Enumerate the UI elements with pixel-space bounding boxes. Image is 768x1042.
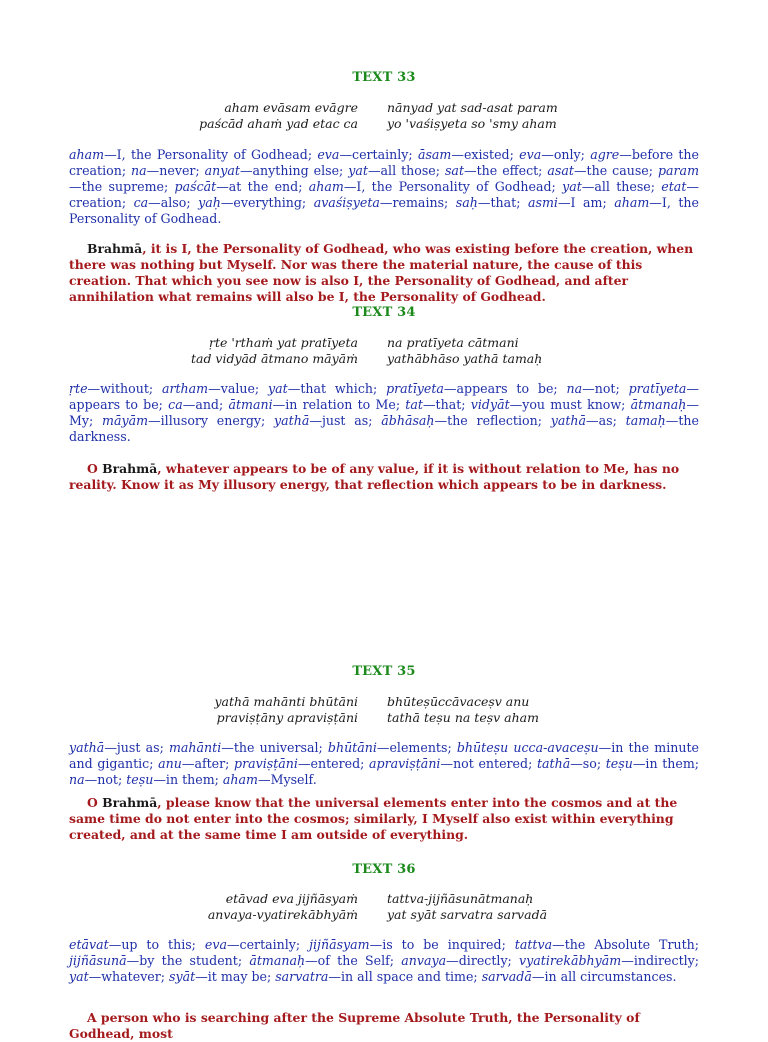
- verse-line: etāvad eva jijñāsyaṁ: [225, 891, 358, 906]
- synonym-word: jijñāsunā: [69, 953, 127, 968]
- synonym-meaning: —by the student;: [126, 953, 250, 968]
- synonym-word: param: [657, 163, 700, 178]
- text-35-translation: [69, 795, 699, 843]
- synonym-meaning: —I, the Personality of Godhead.: [69, 195, 700, 226]
- synonym-meaning: —after;: [181, 756, 235, 771]
- synonym-meaning: —and;: [182, 397, 229, 412]
- synonym-word: syāt: [169, 969, 196, 984]
- synonym-meaning: —elements;: [376, 740, 457, 755]
- synonym-meaning: —it may be;: [195, 969, 276, 984]
- synonym-meaning: —creation;: [69, 179, 699, 210]
- synonym-word: sat: [444, 163, 465, 178]
- synonym-word: aham: [69, 147, 105, 162]
- synonym-meaning: —in them;: [153, 772, 223, 787]
- synonym-word: vyatirekābhyām: [519, 953, 622, 968]
- text-33-translation: [69, 241, 699, 305]
- synonym-meaning: —in all circumstances.: [531, 969, 677, 984]
- synonym-meaning: —appears to be;: [69, 381, 699, 412]
- synonym-word: eva: [204, 937, 227, 952]
- synonym-meaning: —the darkness.: [69, 413, 699, 444]
- synonym-word: māyām: [102, 413, 149, 428]
- synonym-meaning: —not;: [84, 772, 127, 787]
- synonym-meaning: —never;: [146, 163, 205, 178]
- synonym-meaning: —anything else;: [239, 163, 349, 178]
- synonym-word: bhūteṣu ucca-avaceṣu: [456, 740, 599, 755]
- synonym-word: sarvatra: [275, 969, 329, 984]
- synonym-meaning: —certainly;: [226, 937, 310, 952]
- synonym-word: asmi: [527, 195, 558, 210]
- synonym-word: tattva: [514, 937, 553, 952]
- synonym-meaning: —all those;: [367, 163, 445, 178]
- synonym-meaning: —in the minute and gigantic;: [69, 740, 699, 771]
- text-36-translation: A person who is searching after the Supreme Absolute Truth, the Personality of Godhead, most: [69, 1010, 640, 1041]
- verse-line: bhūteṣūccāvaceṣv anu: [387, 694, 530, 709]
- synonym-meaning: —My;: [69, 397, 699, 428]
- synonym-word: yat: [348, 163, 368, 178]
- synonym-meaning: —appears to be;: [443, 381, 567, 396]
- synonym-meaning: —remains;: [379, 195, 456, 210]
- synonym-word: yathā: [69, 740, 105, 755]
- synonym-word: asat: [547, 163, 574, 178]
- text-34-heading: TEXT 34: [352, 305, 416, 320]
- synonym-meaning: —everything;: [220, 195, 314, 210]
- verse-line: aham evāsam evāgre: [224, 100, 358, 115]
- text-35-heading: TEXT 35: [352, 664, 416, 679]
- synonym-meaning: —value;: [208, 381, 269, 396]
- synonym-word: pratīyeta: [628, 381, 687, 396]
- synonym-meaning: —entered;: [297, 756, 370, 771]
- synonym-word: yathā: [550, 413, 587, 428]
- text-36-verse-right: [387, 891, 547, 923]
- translation-text: , please know that the universal elements enter into the cosmos and at the same time do not enter into the cosmos; similarly, I Myself also exist within everything created, and at the same time I am outside of everything.: [69, 795, 678, 842]
- synonym-meaning: —so;: [570, 756, 606, 771]
- text-33-verse-left: [199, 100, 358, 132]
- verse-line: na pratīyeta cātmani: [387, 335, 519, 350]
- synonym-word: anyat: [204, 163, 240, 178]
- synonym-meaning: —illusory energy;: [148, 413, 275, 428]
- verse-line: tad vidyād ātmano māyāṁ: [190, 351, 358, 366]
- synonym-meaning: —that which;: [287, 381, 387, 396]
- synonym-meaning: —only;: [541, 147, 591, 162]
- text-34-verse-left: [191, 335, 358, 367]
- synonym-word: artham: [161, 381, 209, 396]
- synonym-meaning: —also;: [148, 195, 199, 210]
- synonym-word: āsam: [417, 147, 452, 162]
- verse-line: ṛte 'rthaṁ yat pratīyeta: [208, 335, 358, 350]
- text-34-verse-right: [387, 335, 542, 367]
- synonym-word: yathā: [274, 413, 310, 428]
- synonym-word: ca: [133, 195, 149, 210]
- synonym-meaning: —not entered;: [440, 756, 537, 771]
- synonym-word: ātmanaḥ: [630, 397, 687, 412]
- synonym-meaning: —you must know;: [509, 397, 631, 412]
- synonym-word: aham: [222, 772, 258, 787]
- text-35-verse-left: [215, 694, 359, 726]
- text-33-synonyms: [69, 147, 699, 227]
- verse-line: yat syāt sarvatra sarvadā: [387, 907, 548, 922]
- synonym-meaning: —just as;: [104, 740, 169, 755]
- synonym-word: yat: [268, 381, 288, 396]
- synonym-word: avaśiṣyeta: [313, 195, 380, 210]
- synonym-word: teṣu: [126, 772, 154, 787]
- synonym-meaning: —that;: [477, 195, 528, 210]
- synonym-word: yat: [562, 179, 582, 194]
- synonym-meaning: —the supreme;: [69, 179, 175, 194]
- synonym-word: ābhāsaḥ: [381, 413, 435, 428]
- synonym-word: eva: [317, 147, 340, 162]
- synonym-meaning: —whatever;: [88, 969, 170, 984]
- synonym-meaning: —in relation to Me;: [272, 397, 406, 412]
- verse-line: tathā teṣu na teṣv aham: [387, 710, 539, 725]
- synonym-word: aham: [308, 179, 344, 194]
- translation-prefix: O: [87, 795, 103, 810]
- translation-prefix: O: [87, 461, 103, 476]
- synonym-meaning: —up to this;: [108, 937, 205, 952]
- synonym-meaning: —without;: [87, 381, 162, 396]
- synonym-meaning: —the Absolute Truth;: [552, 937, 700, 952]
- synonym-meaning: —before the creation;: [69, 147, 699, 178]
- synonym-word: vidyāt: [470, 397, 510, 412]
- synonym-meaning: —as;: [586, 413, 626, 428]
- translation-name: Brahmā: [87, 241, 143, 256]
- synonym-word: aham: [614, 195, 650, 210]
- verse-line: yathābhāso yathā tamaḥ: [387, 351, 543, 366]
- synonym-word: ca: [168, 397, 183, 412]
- synonym-meaning: —directly;: [446, 953, 520, 968]
- synonym-word: anu: [158, 756, 182, 771]
- synonym-meaning: —is to be inquired;: [369, 937, 515, 952]
- synonym-word: agre: [590, 147, 620, 162]
- synonym-meaning: —I, the Personality of Godhead;: [343, 179, 563, 194]
- verse-line: tattva-jijñāsunātmanaḥ: [387, 891, 534, 906]
- synonym-meaning: —of the Self;: [305, 953, 402, 968]
- synonym-word: pratīyeta: [386, 381, 444, 396]
- synonym-meaning: —the universal;: [221, 740, 328, 755]
- text-35-verse-right: [387, 694, 539, 726]
- synonym-meaning: —the reflection;: [434, 413, 551, 428]
- synonym-word: sarvadā: [481, 969, 532, 984]
- text-33-verse-right: [387, 100, 558, 132]
- synonym-word: yat: [69, 969, 89, 984]
- text-36-verse-left: [208, 891, 358, 923]
- synonym-word: eva: [519, 147, 542, 162]
- verse-line: anvaya-vyatirekābhyāṁ: [207, 907, 358, 922]
- synonym-word: tamaḥ: [625, 413, 666, 428]
- translation-text: , it is I, the Personality of Godhead, who was existing before the creation, when there was nothing but Myself. Nor was there the material nature, the cause of this creation. That which you see now is also I, the Personality of Godhead, and after annihilation what remains will also be I, the Personality of Godhead.: [69, 241, 694, 304]
- translation-name: Brahmā: [102, 461, 158, 476]
- synonym-meaning: —just as;: [309, 413, 382, 428]
- synonym-meaning: —existed;: [451, 147, 520, 162]
- synonym-meaning: —the cause;: [573, 163, 658, 178]
- synonym-meaning: —certainly;: [339, 147, 418, 162]
- synonym-word: mahānti: [168, 740, 222, 755]
- synonym-word: na: [69, 772, 85, 787]
- synonym-meaning: —in all space and time;: [328, 969, 482, 984]
- synonym-word: jijñāsyam: [309, 937, 370, 952]
- text-34-translation: [69, 461, 699, 493]
- synonym-meaning: —at the end;: [216, 179, 309, 194]
- synonym-word: na: [131, 163, 147, 178]
- synonym-word: praviṣṭāni: [234, 756, 298, 771]
- synonym-word: apraviṣṭāni: [369, 756, 441, 771]
- synonym-word: paścāt: [174, 179, 217, 194]
- synonym-meaning: —indirectly;: [621, 953, 700, 968]
- verse-line: nānyad yat sad-asat param: [387, 100, 558, 115]
- text-36-heading: TEXT 36: [352, 862, 416, 877]
- text-35-synonyms: [69, 740, 699, 788]
- synonym-word: tathā: [536, 756, 571, 771]
- synonym-word: yaḥ: [198, 195, 221, 210]
- synonym-word: etāvat: [69, 937, 109, 952]
- text-33-heading: TEXT 33: [352, 70, 416, 85]
- synonym-meaning: —not;: [582, 381, 629, 396]
- synonym-word: ātmanaḥ: [249, 953, 306, 968]
- synonym-word: anvaya: [401, 953, 447, 968]
- synonym-word: etat: [661, 179, 687, 194]
- text-34-synonyms: [69, 381, 699, 445]
- translation-text: , whatever appears to be of any value, if it is without relation to Me, has no reality. Know it as My illusory energy, that reflection which appears to be in darkness.: [69, 461, 680, 492]
- verse-line: praviṣṭāny apraviṣṭāni: [216, 710, 358, 725]
- synonym-word: ṛte: [69, 381, 88, 396]
- synonym-meaning: —in them;: [632, 756, 700, 771]
- verse-line: paścād ahaṁ yad etac ca: [199, 116, 358, 131]
- synonym-word: na: [566, 381, 583, 396]
- synonym-meaning: —all these;: [581, 179, 662, 194]
- text-36-synonyms: [69, 937, 699, 985]
- synonym-meaning: —Myself.: [257, 772, 317, 787]
- translation-name: Brahmā: [102, 795, 158, 810]
- verse-line: yathā mahānti bhūtāni: [214, 694, 358, 709]
- synonym-meaning: —I am;: [557, 195, 615, 210]
- synonym-word: saḥ: [455, 195, 478, 210]
- synonym-meaning: —the effect;: [464, 163, 548, 178]
- synonym-word: teṣu: [605, 756, 633, 771]
- synonym-word: tat: [405, 397, 423, 412]
- synonym-word: bhūtāni: [327, 740, 377, 755]
- synonym-word: ātmani: [228, 397, 273, 412]
- synonym-meaning: —I, the Personality of Godhead;: [104, 147, 318, 162]
- verse-line: yo 'vaśiṣyeta so 'smy aham: [387, 116, 557, 131]
- synonym-meaning: —that;: [422, 397, 471, 412]
